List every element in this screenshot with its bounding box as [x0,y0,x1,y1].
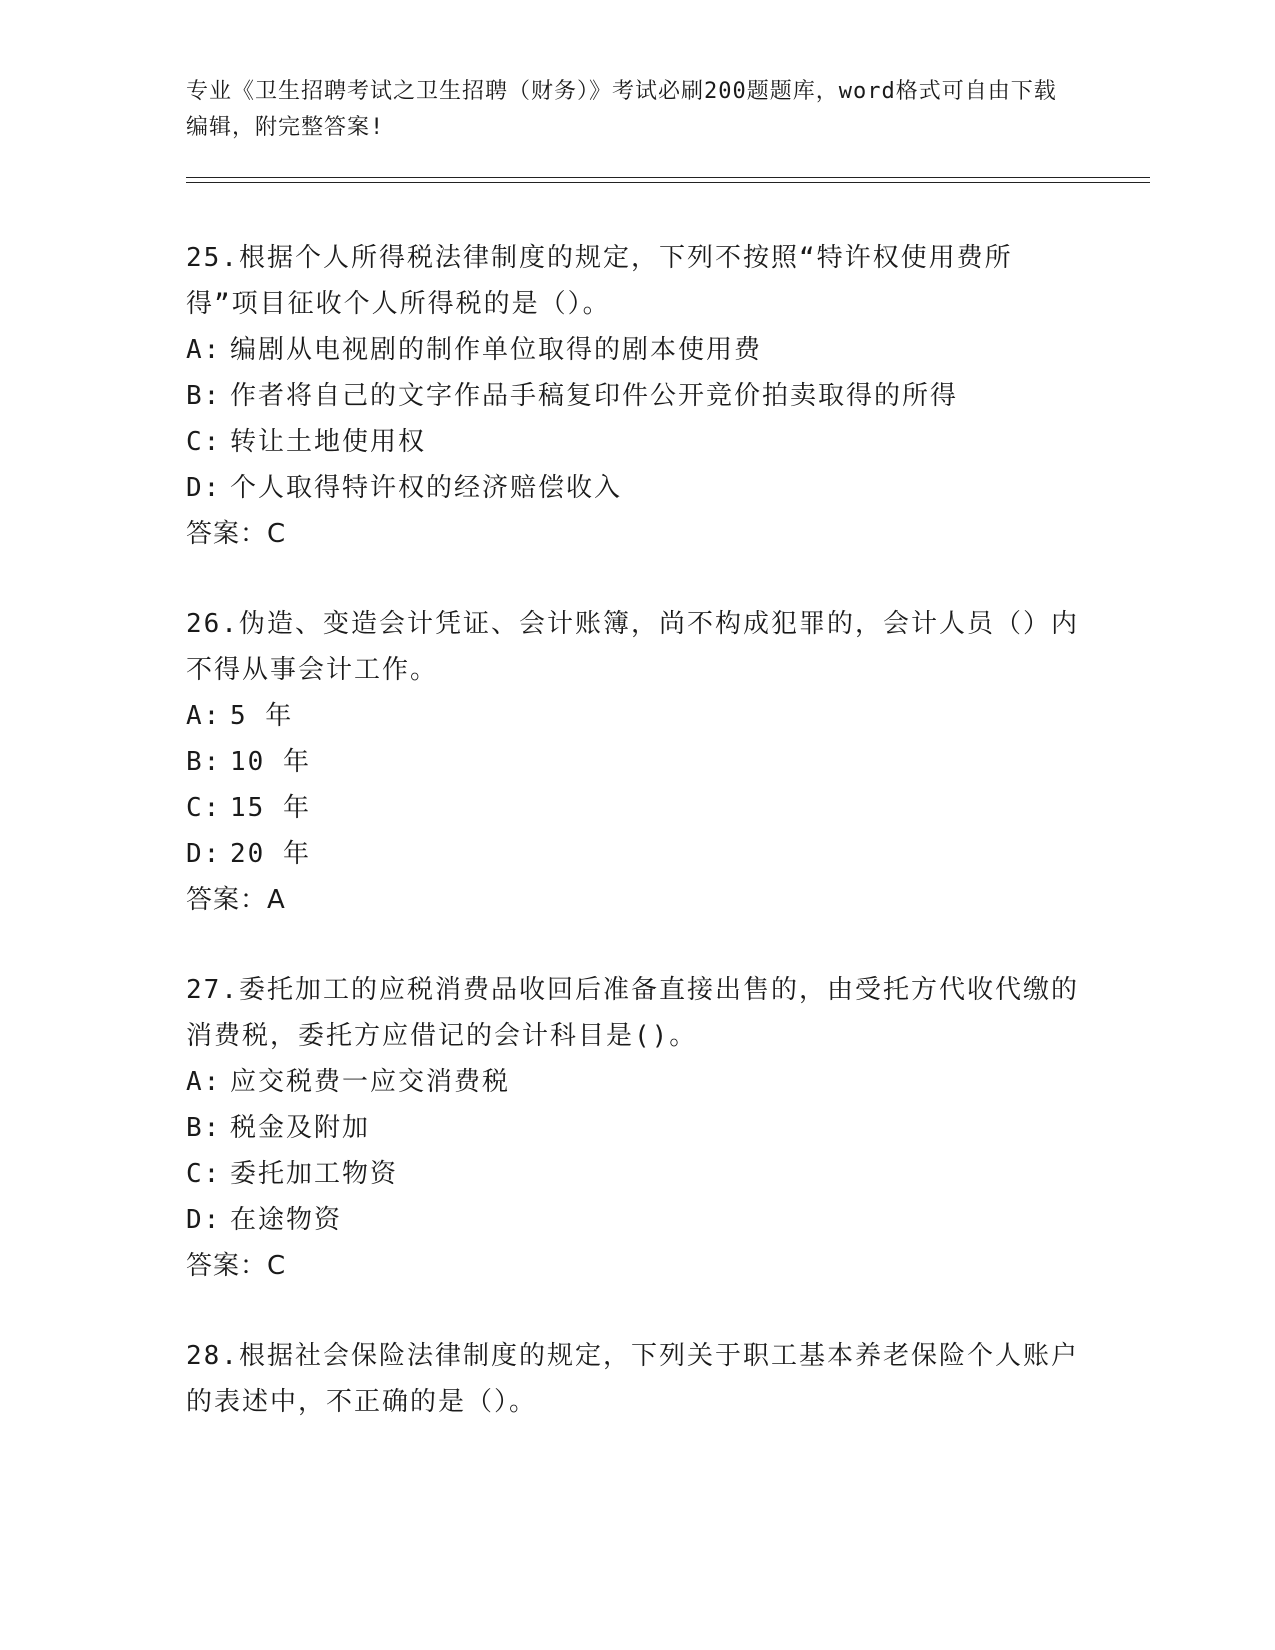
answer-line: 答案：A [186,885,286,915]
option-d [186,831,1086,877]
option-a [186,327,1086,373]
question-stem: 25.根据个人所得税法律制度的规定，下列不按照“特许权使用费所得”项目征收个人所得税的是（）。 [186,243,1013,319]
option-letter: C: [186,1159,222,1189]
question-stem: 26.伪造、变造会计凭证、会计账簿，尚不构成犯罪的，会计人员（）内不得从事会计工作。 [186,609,1079,685]
option-letter: A: [186,701,222,731]
option-letter: D: [186,473,222,503]
option-c [186,419,1086,465]
option-letter: B: [186,1113,222,1143]
answer-line: 答案：C [186,519,287,549]
option-text: 在途物资 [230,1205,343,1235]
option-c [186,785,1086,831]
option-text: 20 年 [230,839,311,869]
option-letter: C: [186,793,222,823]
option-b [186,739,1086,785]
question-stem: 28.根据社会保险法律制度的规定，下列关于职工基本养老保险个人账户的表述中，不正确的是（）。 [186,1341,1079,1417]
question-26 [186,601,1086,923]
document-header: 专业《卫生招聘考试之卫生招聘（财务）》考试必刷200题题库，word格式可自由下载编辑，附完整答案! [186,79,1057,140]
option-text: 作者将自己的文字作品手稿复印件公开竞价拍卖取得的所得 [230,381,959,411]
answer-line: 答案：C [186,1251,287,1281]
question-27 [186,967,1086,1289]
header-divider-bottom [186,182,1150,183]
option-letter: B: [186,747,222,777]
question-stem: 27.委托加工的应税消费品收回后准备直接出售的，由受托方代收代缴的消费税，委托方应借记的会计科目是()。 [186,975,1079,1051]
option-letter: D: [186,839,222,869]
header-divider-top [186,177,1150,178]
option-a [186,1059,1086,1105]
option-text: 10 年 [230,747,311,777]
option-a [186,693,1086,739]
option-letter: B: [186,381,222,411]
question-list [186,235,1086,1469]
option-letter: C: [186,427,222,457]
question-28 [186,1333,1086,1425]
option-text: 编剧从电视剧的制作单位取得的剧本使用费 [230,335,763,365]
option-b [186,1105,1086,1151]
option-b [186,373,1086,419]
option-text: 个人取得特许权的经济赔偿收入 [230,473,623,503]
option-letter: A: [186,335,222,365]
option-letter: A: [186,1067,222,1097]
option-d [186,1197,1086,1243]
option-text: 转让土地使用权 [230,427,427,457]
option-text: 委托加工物资 [230,1159,399,1189]
option-text: 税金及附加 [230,1113,371,1143]
question-25 [186,235,1086,557]
option-text: 5 年 [230,701,294,731]
option-c [186,1151,1086,1197]
option-text: 应交税费一应交消费税 [230,1067,511,1097]
option-text: 15 年 [230,793,311,823]
option-d [186,465,1086,511]
option-letter: D: [186,1205,222,1235]
